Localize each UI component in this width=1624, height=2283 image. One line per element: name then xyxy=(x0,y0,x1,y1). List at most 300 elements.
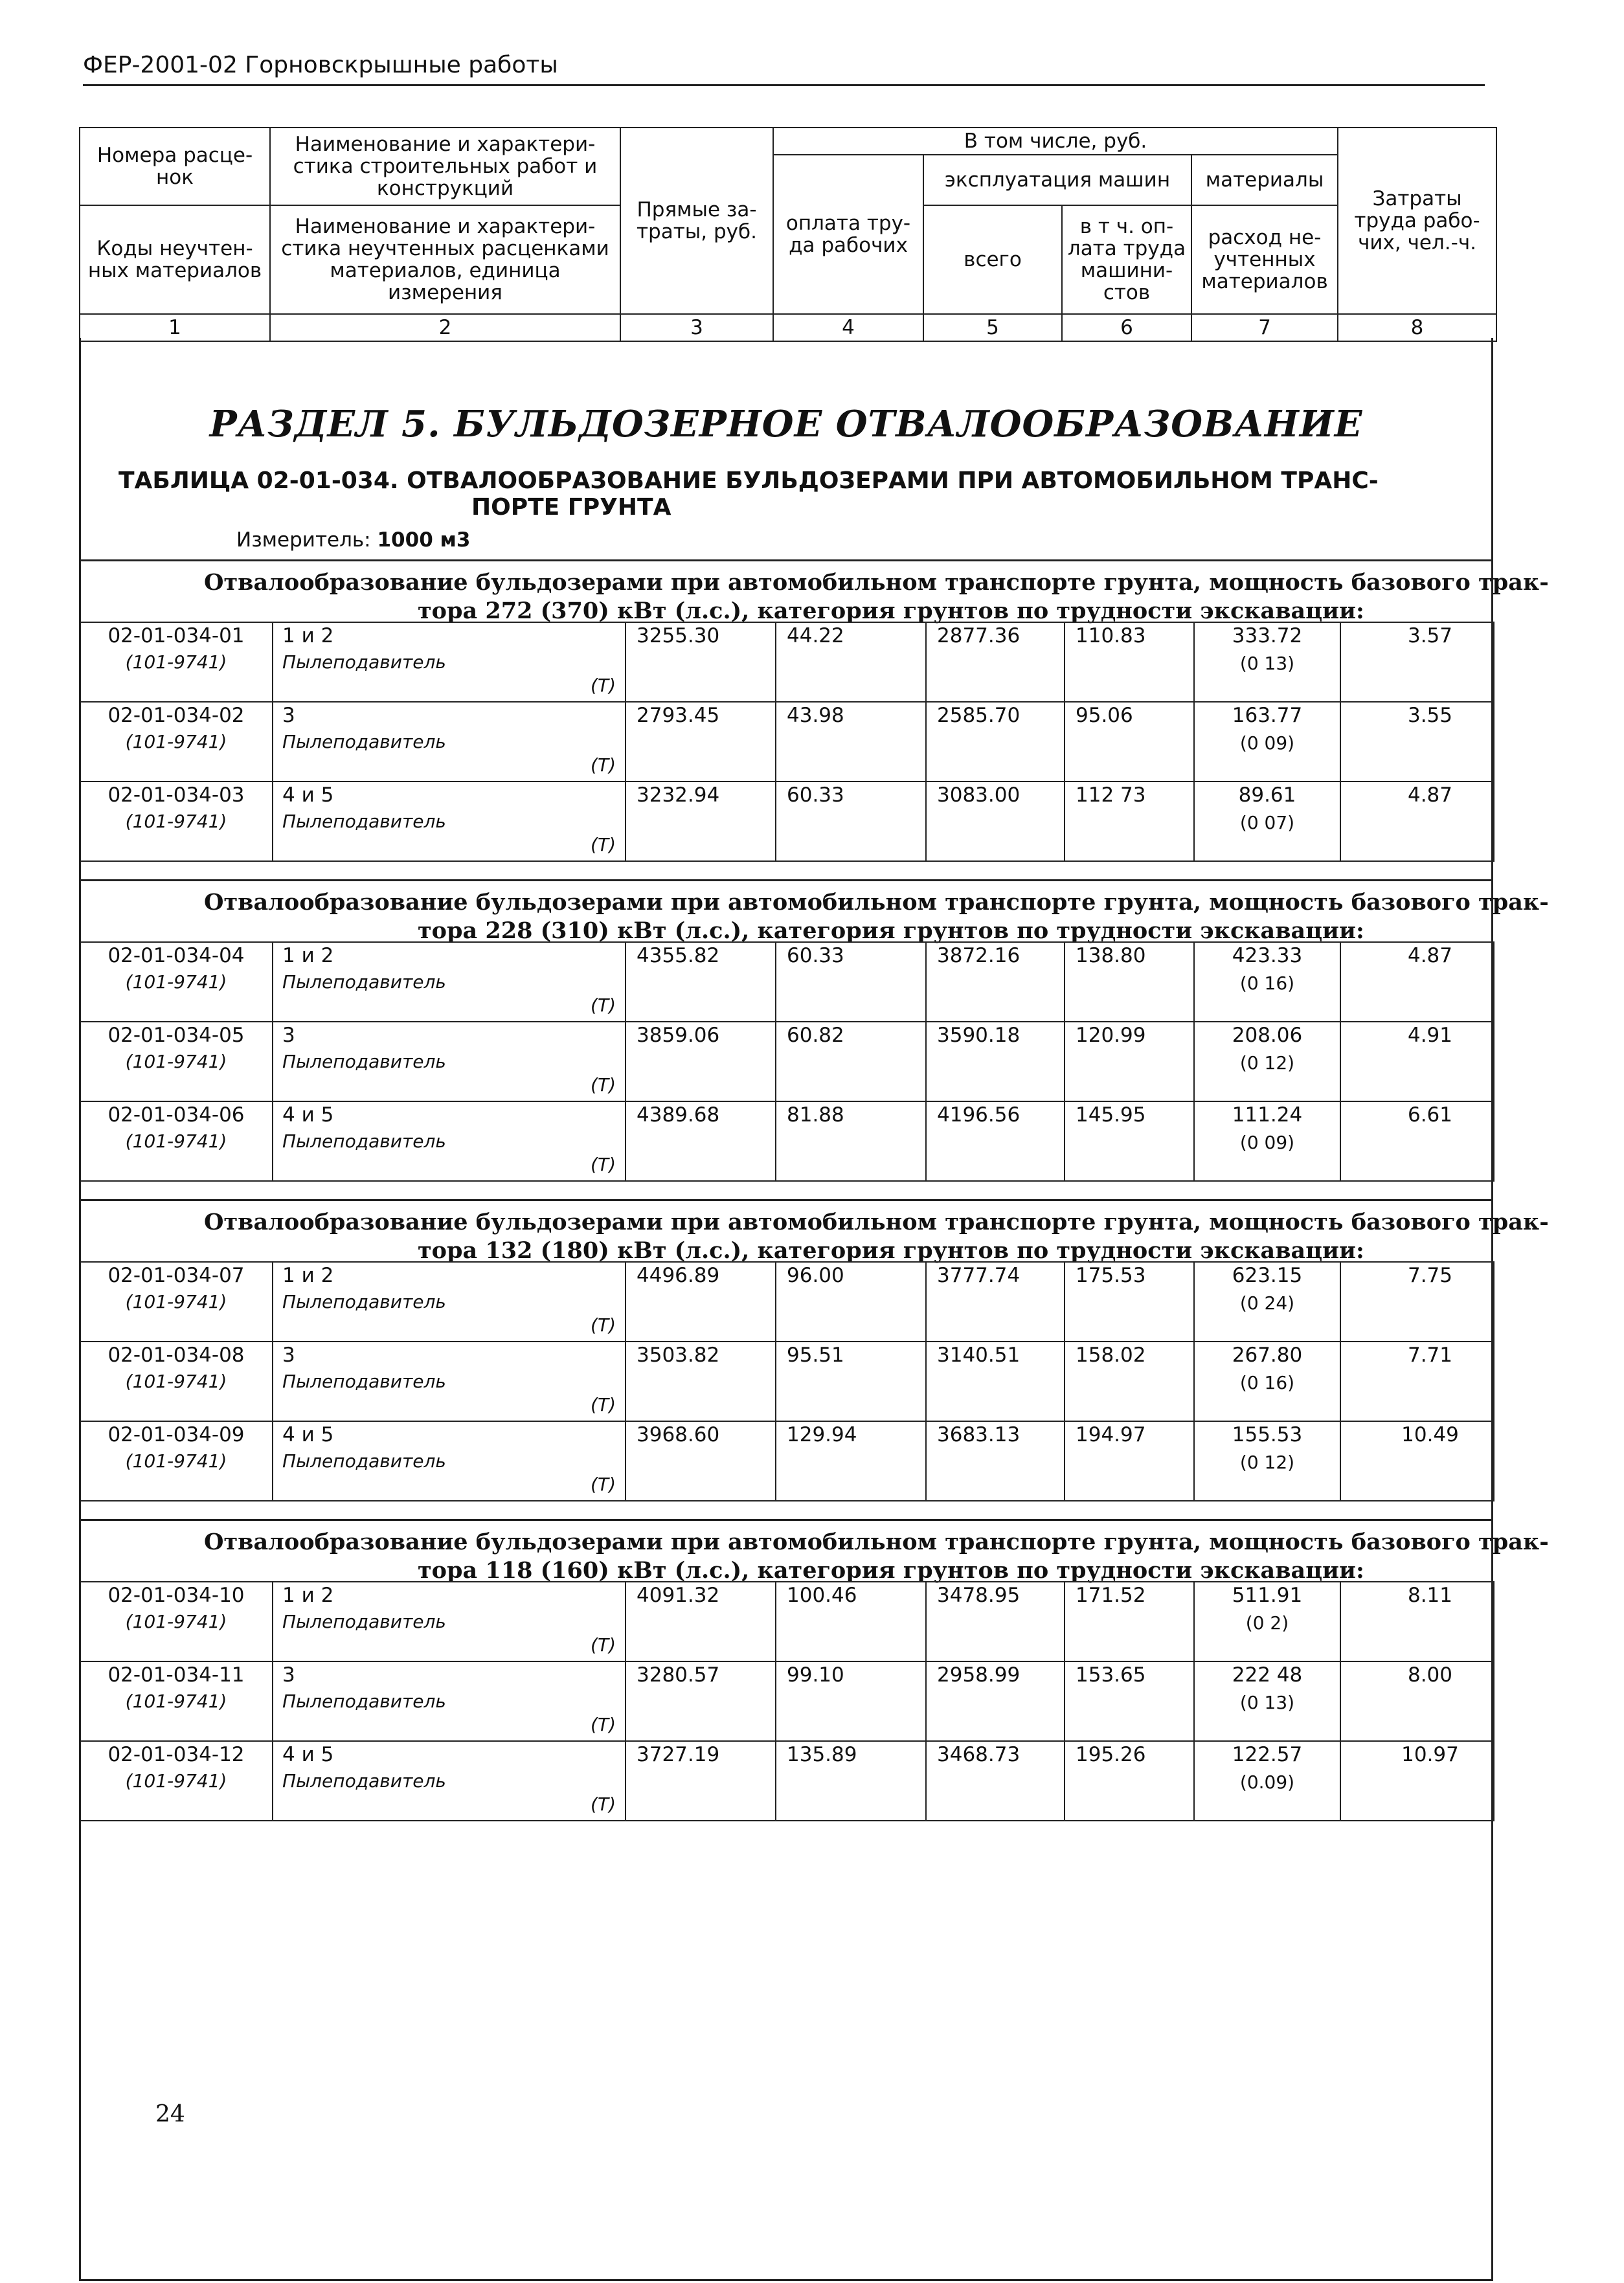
labor-pay-cell xyxy=(776,1022,926,1101)
material-code: (101-9741) xyxy=(125,1051,227,1072)
header-number: 8 xyxy=(1338,314,1496,341)
machines-total-cell xyxy=(926,1661,1065,1741)
rate-code-cell xyxy=(80,1262,273,1342)
rate-code: 02-01-034-07 xyxy=(107,1264,245,1287)
materials-cell xyxy=(1194,1101,1340,1181)
machines-total: 3590.18 xyxy=(937,1024,1021,1047)
rate-code-cell xyxy=(80,702,273,782)
direct-costs: 2793.45 xyxy=(637,704,720,727)
table-row xyxy=(80,1741,1494,1821)
header-col8: Затраты труда рабо-чих, чел.-ч. xyxy=(1338,128,1496,314)
direct-costs-cell xyxy=(626,1582,776,1661)
direct-costs: 3968.60 xyxy=(637,1423,720,1446)
material-name: Пылеподавитель xyxy=(282,1051,446,1072)
labor-pay: 60.33 xyxy=(787,944,844,967)
material-code: (101-9741) xyxy=(125,1371,227,1392)
labor-hours: 3.57 xyxy=(1407,624,1453,647)
material-quantity: (0 07) xyxy=(1239,812,1295,833)
material-code: (101-9741) xyxy=(125,1611,227,1632)
labor-pay-cell xyxy=(776,782,926,861)
machines-total-cell xyxy=(926,782,1065,861)
header-col4: оплата тру-да рабочих xyxy=(773,155,923,314)
work-description-cell xyxy=(273,1022,626,1101)
table-row xyxy=(80,942,1494,1022)
machines-total-cell xyxy=(926,942,1065,1022)
header-rule xyxy=(83,84,1485,86)
soil-category: 3 xyxy=(282,704,295,727)
header-col3: Прямые за-траты, руб. xyxy=(620,128,773,314)
machines-total: 2585.70 xyxy=(937,704,1021,727)
direct-costs-cell xyxy=(626,1421,776,1501)
operators-pay-cell xyxy=(1065,1262,1194,1342)
operators-pay: 112 73 xyxy=(1076,783,1146,807)
materials-cell xyxy=(1194,1342,1340,1421)
operators-pay-cell xyxy=(1065,942,1194,1022)
direct-costs: 3859.06 xyxy=(637,1024,720,1047)
work-description-cell xyxy=(273,1661,626,1741)
rate-code: 02-01-034-04 xyxy=(107,944,245,967)
group-top-border xyxy=(79,559,1493,561)
labor-pay-cell xyxy=(776,1582,926,1661)
operators-pay-cell xyxy=(1065,1342,1194,1421)
machines-total: 3683.13 xyxy=(937,1423,1021,1446)
soil-category: 3 xyxy=(282,1024,295,1047)
rate-code-cell xyxy=(80,1582,273,1661)
group-top-border xyxy=(79,879,1493,881)
header-number: 7 xyxy=(1191,314,1338,341)
material-name: Пылеподавитель xyxy=(282,1691,446,1712)
material-name: Пылеподавитель xyxy=(282,731,446,752)
operators-pay-cell xyxy=(1065,1101,1194,1181)
operators-pay: 175.53 xyxy=(1076,1264,1146,1287)
rate-code: 02-01-034-09 xyxy=(107,1423,245,1446)
table-row xyxy=(80,1582,1494,1661)
group-top-border xyxy=(79,1199,1493,1201)
operators-pay-cell xyxy=(1065,1421,1194,1501)
header-number: 1 xyxy=(80,314,270,341)
header-number: 6 xyxy=(1062,314,1191,341)
material-name: Пылеподавитель xyxy=(282,1611,446,1632)
group-title-line1: Отвалообразование бульдозерами при автомобильном транспорте грунта, мощность базового трак- xyxy=(204,1209,1549,1235)
materials-cost: 333.72 xyxy=(1232,624,1303,647)
machines-total-cell xyxy=(926,1101,1065,1181)
rate-code-cell xyxy=(80,1022,273,1101)
table-title-line2: ПОРТЕ ГРУНТА xyxy=(471,494,671,521)
materials-cell xyxy=(1194,702,1340,782)
header-col5: всего xyxy=(923,205,1062,314)
direct-costs-cell xyxy=(626,942,776,1022)
materials-cost: 155.53 xyxy=(1232,1423,1303,1446)
header-number: 3 xyxy=(620,314,773,341)
labor-pay-cell xyxy=(776,1661,926,1741)
operators-pay-cell xyxy=(1065,702,1194,782)
material-quantity: (0 09) xyxy=(1239,1132,1295,1153)
material-code: (101-9741) xyxy=(125,1291,227,1312)
labor-pay-cell xyxy=(776,1342,926,1421)
rate-code: 02-01-034-12 xyxy=(107,1743,245,1766)
group-title-line1: Отвалообразование бульдозерами при автомобильном транспорте грунта, мощность базового трак- xyxy=(204,569,1549,596)
table-row xyxy=(80,1022,1494,1101)
table-row xyxy=(80,622,1494,702)
header-group-label: В том числе, руб. xyxy=(773,128,1338,155)
rates-table xyxy=(79,622,1494,862)
labor-pay-cell xyxy=(776,1262,926,1342)
material-code: (101-9741) xyxy=(125,811,227,832)
materials-cost: 208.06 xyxy=(1232,1024,1303,1047)
labor-hours: 8.11 xyxy=(1407,1584,1453,1607)
material-quantity: (0 13) xyxy=(1239,1692,1295,1713)
labor-pay: 135.89 xyxy=(787,1743,857,1766)
work-description-cell xyxy=(273,1421,626,1501)
labor-pay: 129.94 xyxy=(787,1423,857,1446)
labor-hours: 4.87 xyxy=(1407,944,1453,967)
labor-pay-cell xyxy=(776,622,926,702)
group-top-border xyxy=(79,1519,1493,1521)
table-row xyxy=(80,782,1494,861)
machines-total-cell xyxy=(926,1022,1065,1101)
rate-code-cell xyxy=(80,1101,273,1181)
labor-pay: 95.51 xyxy=(787,1344,844,1367)
machines-total-cell xyxy=(926,1421,1065,1501)
rate-code-cell xyxy=(80,942,273,1022)
machines-total: 3468.73 xyxy=(937,1743,1021,1766)
material-quantity: (0 12) xyxy=(1239,1052,1295,1074)
materials-cost: 623.15 xyxy=(1232,1264,1303,1287)
labor-hours-cell xyxy=(1340,622,1494,702)
materials-cost: 89.61 xyxy=(1238,783,1296,807)
rate-code: 02-01-034-06 xyxy=(107,1103,245,1127)
labor-pay: 60.33 xyxy=(787,783,844,807)
labor-pay: 60.82 xyxy=(787,1024,844,1047)
material-unit: (Т) xyxy=(591,1074,616,1096)
material-unit: (Т) xyxy=(591,834,616,855)
operators-pay-cell xyxy=(1065,1661,1194,1741)
material-unit: (Т) xyxy=(591,1314,616,1336)
machines-total: 3083.00 xyxy=(937,783,1021,807)
material-name: Пылеподавитель xyxy=(282,971,446,993)
material-code: (101-9741) xyxy=(125,651,227,673)
material-name: Пылеподавитель xyxy=(282,1450,446,1472)
material-unit: (Т) xyxy=(591,1394,616,1415)
header-number: 4 xyxy=(773,314,923,341)
materials-cost: 163.77 xyxy=(1232,704,1303,727)
labor-hours-cell xyxy=(1340,1582,1494,1661)
labor-hours-cell xyxy=(1340,1661,1494,1741)
material-quantity: (0 13) xyxy=(1239,653,1295,674)
material-quantity: (0 2) xyxy=(1245,1612,1289,1634)
group-title xyxy=(204,888,1551,945)
rate-code: 02-01-034-03 xyxy=(107,783,245,807)
rate-code: 02-01-034-11 xyxy=(107,1663,245,1687)
group-title-line2: тора 118 (160) кВт (л.с.), категория грунтов по трудности экскавации: xyxy=(418,1557,1364,1584)
soil-category: 3 xyxy=(282,1663,295,1687)
table-row xyxy=(80,1421,1494,1501)
material-code: (101-9741) xyxy=(125,1691,227,1712)
soil-category: 1 и 2 xyxy=(282,1584,334,1607)
soil-category: 4 и 5 xyxy=(282,1743,334,1766)
rate-code-cell xyxy=(80,1421,273,1501)
labor-hours-cell xyxy=(1340,1342,1494,1421)
labor-hours-cell xyxy=(1340,1022,1494,1101)
soil-category: 1 и 2 xyxy=(282,944,334,967)
labor-pay: 96.00 xyxy=(787,1264,844,1287)
table-body xyxy=(79,338,1549,2281)
material-quantity: (0 16) xyxy=(1239,973,1295,994)
page-number: 24 xyxy=(155,2101,185,2128)
operators-pay: 138.80 xyxy=(1076,944,1146,967)
table-row xyxy=(80,1342,1494,1421)
soil-category: 3 xyxy=(282,1344,295,1367)
materials-cell xyxy=(1194,1741,1340,1821)
header-col7: расход не-учтенных материалов xyxy=(1191,205,1338,314)
material-unit: (Т) xyxy=(591,1714,616,1735)
labor-hours: 10.49 xyxy=(1401,1423,1459,1446)
material-quantity: (0 24) xyxy=(1239,1292,1295,1314)
column-header-table xyxy=(79,127,1497,342)
direct-costs: 4389.68 xyxy=(637,1103,720,1127)
material-code: (101-9741) xyxy=(125,1450,227,1472)
direct-costs: 4496.89 xyxy=(637,1264,720,1287)
machines-total-cell xyxy=(926,702,1065,782)
direct-costs: 3503.82 xyxy=(637,1344,720,1367)
work-description-cell xyxy=(273,1101,626,1181)
group-title xyxy=(204,1528,1551,1585)
table-title xyxy=(118,467,1465,521)
group-title-line1: Отвалообразование бульдозерами при автомобильном транспорте грунта, мощность базового трак- xyxy=(204,889,1549,916)
rate-code-cell xyxy=(80,1661,273,1741)
material-unit: (Т) xyxy=(591,1794,616,1815)
direct-costs: 3727.19 xyxy=(637,1743,720,1766)
operators-pay: 110.83 xyxy=(1076,624,1146,647)
machines-total: 3478.95 xyxy=(937,1584,1021,1607)
materials-cell xyxy=(1194,1582,1340,1661)
direct-costs: 3255.30 xyxy=(637,624,720,647)
operators-pay: 145.95 xyxy=(1076,1103,1146,1127)
materials-cost: 423.33 xyxy=(1232,944,1303,967)
rate-code: 02-01-034-08 xyxy=(107,1344,245,1367)
labor-hours: 4.87 xyxy=(1407,783,1453,807)
group-title-line1: Отвалообразование бульдозерами при автомобильном транспорте грунта, мощность базового трак- xyxy=(204,1529,1549,1555)
soil-category: 1 и 2 xyxy=(282,624,334,647)
labor-hours: 7.71 xyxy=(1407,1344,1453,1367)
rate-code: 02-01-034-02 xyxy=(107,704,245,727)
group-title-line2: тора 272 (370) кВт (л.с.), категория грунтов по трудности экскавации: xyxy=(418,597,1364,624)
work-description-cell xyxy=(273,1342,626,1421)
direct-costs-cell xyxy=(626,1342,776,1421)
machines-total-cell xyxy=(926,1582,1065,1661)
material-code: (101-9741) xyxy=(125,731,227,752)
operators-pay: 195.26 xyxy=(1076,1743,1146,1766)
material-code: (101-9741) xyxy=(125,1130,227,1152)
direct-costs-cell xyxy=(626,782,776,861)
header-materials-label: материалы xyxy=(1191,155,1338,205)
materials-cell xyxy=(1194,1022,1340,1101)
group-title xyxy=(204,568,1551,625)
material-code: (101-9741) xyxy=(125,1770,227,1792)
direct-costs-cell xyxy=(626,1741,776,1821)
work-description-cell xyxy=(273,1741,626,1821)
materials-cost: 222 48 xyxy=(1232,1663,1303,1687)
material-unit: (Т) xyxy=(591,1474,616,1495)
material-quantity: (0 09) xyxy=(1239,732,1295,754)
measure-label: Измеритель: xyxy=(236,528,371,552)
header-col1-bottom: Коды неучтен-ных материалов xyxy=(80,205,270,314)
material-name: Пылеподавитель xyxy=(282,651,446,673)
soil-category: 4 и 5 xyxy=(282,1103,334,1127)
labor-hours-cell xyxy=(1340,1262,1494,1342)
labor-pay-cell xyxy=(776,702,926,782)
labor-hours: 6.61 xyxy=(1407,1103,1453,1127)
direct-costs-cell xyxy=(626,702,776,782)
material-quantity: (0.09) xyxy=(1239,1771,1295,1793)
operators-pay: 153.65 xyxy=(1076,1663,1146,1687)
labor-pay-cell xyxy=(776,1421,926,1501)
operators-pay-cell xyxy=(1065,1741,1194,1821)
work-description-cell xyxy=(273,1582,626,1661)
work-description-cell xyxy=(273,1262,626,1342)
machines-total-cell xyxy=(926,622,1065,702)
materials-cost: 122.57 xyxy=(1232,1743,1303,1766)
header-col1-top: Номера расце-нок xyxy=(80,128,270,205)
header-number: 5 xyxy=(923,314,1062,341)
operators-pay-cell xyxy=(1065,782,1194,861)
rate-code-cell xyxy=(80,1342,273,1421)
materials-cost: 267.80 xyxy=(1232,1344,1303,1367)
machines-total: 3777.74 xyxy=(937,1264,1021,1287)
material-name: Пылеподавитель xyxy=(282,1130,446,1152)
material-code: (101-9741) xyxy=(125,971,227,993)
rate-code-cell xyxy=(80,1741,273,1821)
labor-hours: 10.97 xyxy=(1401,1743,1459,1766)
labor-hours: 8.00 xyxy=(1407,1663,1453,1687)
labor-pay: 44.22 xyxy=(787,624,844,647)
materials-cell xyxy=(1194,942,1340,1022)
table-row xyxy=(80,1262,1494,1342)
work-description-cell xyxy=(273,622,626,702)
labor-hours-cell xyxy=(1340,1421,1494,1501)
machines-total: 3140.51 xyxy=(937,1344,1021,1367)
direct-costs-cell xyxy=(626,1101,776,1181)
labor-pay-cell xyxy=(776,1101,926,1181)
group-title xyxy=(204,1208,1551,1265)
direct-costs: 3232.94 xyxy=(637,783,720,807)
machines-total-cell xyxy=(926,1262,1065,1342)
machines-total: 4196.56 xyxy=(937,1103,1021,1127)
direct-costs: 3280.57 xyxy=(637,1663,720,1687)
labor-hours: 7.75 xyxy=(1407,1264,1453,1287)
labor-hours-cell xyxy=(1340,702,1494,782)
table-row xyxy=(80,702,1494,782)
labor-pay: 99.10 xyxy=(787,1663,844,1687)
rate-code: 02-01-034-05 xyxy=(107,1024,245,1047)
labor-hours-cell xyxy=(1340,942,1494,1022)
rates-table xyxy=(79,941,1494,1182)
material-unit: (Т) xyxy=(591,754,616,776)
material-name: Пылеподавитель xyxy=(282,1291,446,1312)
material-name: Пылеподавитель xyxy=(282,1371,446,1392)
header-machines-label: эксплуатация машин xyxy=(923,155,1191,205)
machines-total: 2877.36 xyxy=(937,624,1021,647)
header-col2-bottom: Наименование и характери-стика неучтенных расценками материалов, единица измерения xyxy=(270,205,620,314)
table-row xyxy=(80,1101,1494,1181)
operators-pay: 194.97 xyxy=(1076,1423,1146,1446)
material-quantity: (0 16) xyxy=(1239,1372,1295,1393)
labor-hours-cell xyxy=(1340,782,1494,861)
direct-costs: 4355.82 xyxy=(637,944,720,967)
header-number: 2 xyxy=(270,314,620,341)
operators-pay: 120.99 xyxy=(1076,1024,1146,1047)
labor-pay: 81.88 xyxy=(787,1103,844,1127)
material-name: Пылеподавитель xyxy=(282,811,446,832)
rates-table xyxy=(79,1261,1494,1501)
materials-cell xyxy=(1194,1421,1340,1501)
material-quantity: (0 12) xyxy=(1239,1452,1295,1473)
material-unit: (Т) xyxy=(591,995,616,1016)
material-unit: (Т) xyxy=(591,1154,616,1175)
direct-costs: 4091.32 xyxy=(637,1584,720,1607)
direct-costs-cell xyxy=(626,1022,776,1101)
section-title: РАЗДЕЛ 5. БУЛЬДОЗЕРНОЕ ОТВАЛООБРАЗОВАНИЕ xyxy=(209,403,1363,445)
rate-code: 02-01-034-10 xyxy=(107,1584,245,1607)
soil-category: 1 и 2 xyxy=(282,1264,334,1287)
labor-pay-cell xyxy=(776,942,926,1022)
labor-hours: 4.91 xyxy=(1407,1024,1453,1047)
machines-total-cell xyxy=(926,1741,1065,1821)
rate-code-cell xyxy=(80,782,273,861)
measure-value: 1000 м3 xyxy=(377,528,471,552)
rates-table xyxy=(79,1581,1494,1821)
rate-code: 02-01-034-01 xyxy=(107,624,245,647)
material-unit: (Т) xyxy=(591,1634,616,1656)
table-row xyxy=(80,1661,1494,1741)
labor-pay-cell xyxy=(776,1741,926,1821)
materials-cost: 511.91 xyxy=(1232,1584,1303,1607)
direct-costs-cell xyxy=(626,1262,776,1342)
rate-code-cell xyxy=(80,622,273,702)
labor-pay: 100.46 xyxy=(787,1584,857,1607)
operators-pay: 95.06 xyxy=(1076,704,1133,727)
table-bottom-border xyxy=(79,2279,1493,2281)
materials-cell xyxy=(1194,622,1340,702)
operators-pay: 171.52 xyxy=(1076,1584,1146,1607)
running-header: ФЕР-2001-02 Горновскрышные работы xyxy=(83,52,558,78)
operators-pay-cell xyxy=(1065,1022,1194,1101)
materials-cell xyxy=(1194,1661,1340,1741)
work-description-cell xyxy=(273,702,626,782)
direct-costs-cell xyxy=(626,1661,776,1741)
labor-hours: 3.55 xyxy=(1407,704,1453,727)
group-title-line2: тора 228 (310) кВт (л.с.), категория грунтов по трудности экскавации: xyxy=(418,917,1364,944)
operators-pay-cell xyxy=(1065,1582,1194,1661)
machines-total: 2958.99 xyxy=(937,1663,1021,1687)
material-unit: (Т) xyxy=(591,675,616,696)
materials-cost: 111.24 xyxy=(1232,1103,1303,1127)
operators-pay: 158.02 xyxy=(1076,1344,1146,1367)
materials-cell xyxy=(1194,782,1340,861)
group-title-line2: тора 132 (180) кВт (л.с.), категория грунтов по трудности экскавации: xyxy=(418,1237,1364,1264)
material-name: Пылеподавитель xyxy=(282,1770,446,1792)
labor-hours-cell xyxy=(1340,1101,1494,1181)
soil-category: 4 и 5 xyxy=(282,783,334,807)
header-col6: в т ч. оп-лата труда машини-стов xyxy=(1062,205,1191,314)
measure-unit xyxy=(236,528,470,552)
work-description-cell xyxy=(273,782,626,861)
table-title-line1: ТАБЛИЦА 02-01-034. ОТВАЛООБРАЗОВАНИЕ БУЛЬДОЗЕРАМИ ПРИ АВТОМОБИЛЬНОМ ТРАНС- xyxy=(118,467,1379,494)
machines-total: 3872.16 xyxy=(937,944,1021,967)
direct-costs-cell xyxy=(626,622,776,702)
operators-pay-cell xyxy=(1065,622,1194,702)
header-col2-top: Наименование и характери-стика строительных работ и конструкций xyxy=(270,128,620,205)
